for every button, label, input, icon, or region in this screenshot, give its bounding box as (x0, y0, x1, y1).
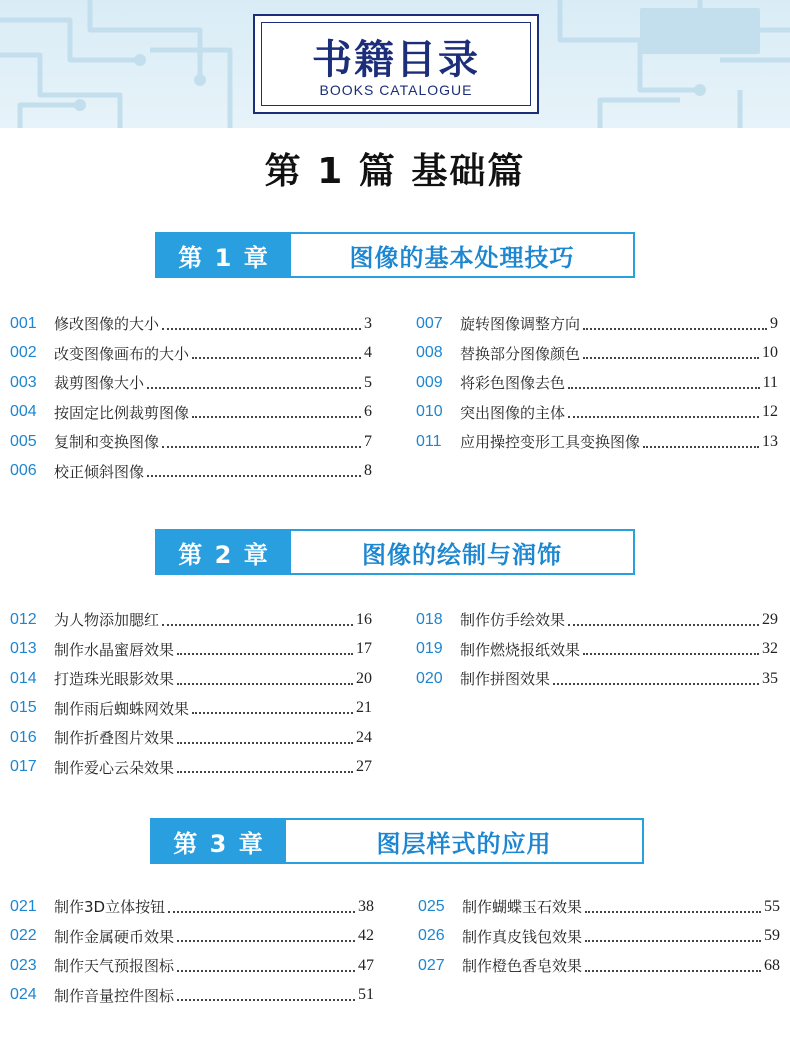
entry-page-number: 21 (356, 699, 372, 717)
entry-number: 023 (10, 956, 37, 974)
toc-entry (10, 635, 372, 665)
entry-number: 005 (10, 432, 37, 450)
dot-leader (583, 653, 759, 655)
part-title: 第 1 篇 基础篇 (264, 151, 526, 192)
dot-leader (568, 387, 760, 389)
toc-entry (10, 605, 372, 635)
chapter-2-name: 图像的绘制与润饰 (362, 540, 562, 569)
entry-page-number: 6 (364, 403, 372, 421)
toc-entry (416, 309, 778, 339)
catalogue-title: 书籍目录 (312, 37, 480, 83)
toc-entry (416, 427, 778, 457)
entry-number: 009 (416, 373, 443, 391)
toc-entry (416, 635, 778, 665)
entry-title: 打造珠光眼影效果 (54, 670, 175, 689)
entry-title: 制作仿手绘效果 (460, 611, 566, 630)
toc-entry (418, 922, 780, 952)
chapter-3-name: 图层样式的应用 (376, 829, 552, 858)
entry-title: 改变图像画布的大小 (54, 344, 190, 363)
entry-title: 制作雨后蜘蛛网效果 (54, 699, 190, 718)
entry-title: 制作拼图效果 (460, 670, 551, 689)
entry-page-number: 17 (356, 640, 372, 658)
dot-leader (162, 328, 361, 330)
entry-page-number: 8 (364, 462, 372, 480)
toc-entry (416, 339, 778, 369)
entry-page-number: 51 (358, 986, 374, 1004)
entry-page-number: 68 (764, 956, 780, 974)
entry-number: 018 (416, 610, 443, 628)
entry-title: 旋转图像调整方向 (460, 315, 581, 334)
entry-title: 制作燃烧报纸效果 (460, 640, 581, 659)
toc-entry (10, 723, 372, 753)
dot-leader (147, 387, 361, 389)
toc-entry (416, 398, 778, 428)
entry-title: 制作折叠图片效果 (54, 729, 175, 748)
entry-page-number: 11 (762, 373, 778, 391)
entry-title: 制作音量控件图标 (54, 986, 175, 1005)
header-band (0, 0, 790, 128)
toc-entry (10, 339, 372, 369)
chapter-2-left-column (10, 605, 372, 782)
entry-number: 016 (10, 728, 37, 746)
chapter-1-label: 第 1 章 (157, 234, 291, 276)
entry-page-number: 42 (358, 927, 374, 945)
entry-page-number: 38 (358, 897, 374, 915)
entry-number: 022 (10, 927, 37, 945)
toc-entry (10, 664, 372, 694)
entry-page-number: 12 (762, 403, 778, 421)
dot-leader (553, 683, 759, 685)
entry-title: 制作3D立体按钮 (54, 898, 166, 917)
toc-entry (10, 309, 372, 339)
chapter-2-right-column (416, 605, 778, 694)
entry-number: 015 (10, 699, 37, 717)
toc-entry (10, 398, 372, 428)
entry-title: 制作橙色香皂效果 (462, 957, 583, 976)
toc-entry (10, 457, 372, 487)
entry-number: 020 (416, 669, 443, 687)
toc-entry (10, 427, 372, 457)
toc-entry (416, 664, 778, 694)
entry-page-number: 4 (364, 344, 372, 362)
entry-title: 应用操控变形工具变换图像 (460, 433, 641, 452)
dot-leader (192, 357, 361, 359)
dot-leader (192, 712, 353, 714)
toc-entry (10, 981, 374, 1011)
entry-title: 制作爱心云朵效果 (54, 758, 175, 777)
entry-title: 替换部分图像颜色 (460, 344, 581, 363)
dot-leader (177, 742, 353, 744)
toc-entry (416, 368, 778, 398)
entry-page-number: 32 (762, 640, 778, 658)
entry-title: 制作金属硬币效果 (54, 927, 175, 946)
entry-number: 027 (418, 956, 445, 974)
entry-page-number: 10 (762, 344, 778, 362)
entry-number: 006 (10, 462, 37, 480)
toc-entry (10, 922, 374, 952)
toc-entry (10, 694, 372, 724)
entry-number: 002 (10, 344, 37, 362)
chapter-2-label: 第 2 章 (157, 531, 291, 573)
dot-leader (568, 416, 759, 418)
chapter-1-name: 图像的基本处理技巧 (349, 243, 575, 272)
entry-page-number: 13 (762, 432, 778, 450)
dot-leader (177, 683, 353, 685)
entry-title: 制作天气预报图标 (54, 957, 175, 976)
entry-number: 007 (416, 314, 443, 332)
entry-page-number: 29 (762, 610, 778, 628)
entry-title: 裁剪图像大小 (54, 374, 145, 393)
catalogue-subtitle: BOOKS CATALOGUE (319, 82, 473, 98)
entry-number: 004 (10, 403, 37, 421)
entry-title: 制作水晶蜜唇效果 (54, 640, 175, 659)
entry-number: 014 (10, 669, 37, 687)
entry-page-number: 7 (364, 432, 372, 450)
toc-entry (418, 951, 780, 981)
entry-title: 按固定比例裁剪图像 (54, 403, 190, 422)
dot-leader (568, 624, 759, 626)
entry-number: 010 (416, 403, 443, 421)
dot-leader (162, 446, 361, 448)
dot-leader (177, 940, 355, 942)
entry-page-number: 16 (356, 610, 372, 628)
entry-page-number: 55 (764, 897, 780, 915)
entry-title: 为人物添加腮红 (54, 611, 160, 630)
dot-leader (192, 416, 361, 418)
entry-number: 008 (416, 344, 443, 362)
entry-number: 011 (416, 432, 442, 450)
toc-entry (416, 605, 778, 635)
dot-leader (585, 940, 761, 942)
entry-title: 制作真皮钱包效果 (462, 927, 583, 946)
dot-leader (585, 911, 761, 913)
entry-number: 024 (10, 986, 37, 1004)
entry-number: 017 (10, 758, 37, 776)
entry-number: 001 (10, 314, 37, 332)
entry-page-number: 3 (364, 314, 372, 332)
entry-number: 019 (416, 640, 443, 658)
dot-leader (177, 771, 353, 773)
toc-entry (10, 368, 372, 398)
chapter-3-right-column (418, 892, 780, 981)
dot-leader (177, 653, 353, 655)
entry-number: 012 (10, 610, 37, 628)
entry-page-number: 9 (770, 314, 778, 332)
entry-number: 013 (10, 640, 37, 658)
entry-page-number: 27 (356, 758, 372, 776)
entry-title: 制作蝴蝶玉石效果 (462, 898, 583, 917)
chapter-2-banner (155, 529, 635, 575)
dot-leader (177, 970, 355, 972)
dot-leader (583, 328, 767, 330)
entry-title: 复制和变换图像 (54, 433, 160, 452)
chapter-1-left-column (10, 309, 372, 486)
entry-title: 突出图像的主体 (460, 403, 566, 422)
dot-leader (168, 911, 355, 913)
entry-page-number: 24 (356, 728, 372, 746)
chapter-3-left-column (10, 892, 374, 1010)
entry-number: 026 (418, 927, 445, 945)
chapter-3-banner (150, 818, 644, 864)
toc-entry (418, 892, 780, 922)
dot-leader (583, 357, 759, 359)
entry-number: 003 (10, 373, 37, 391)
dot-leader (177, 999, 355, 1001)
chapter-1-right-column (416, 309, 778, 457)
dot-leader (643, 446, 759, 448)
dot-leader (585, 970, 761, 972)
dot-leader (147, 475, 361, 477)
entry-page-number: 59 (764, 927, 780, 945)
entry-page-number: 5 (364, 373, 372, 391)
entry-title: 校正倾斜图像 (54, 462, 145, 481)
entry-title: 修改图像的大小 (54, 315, 160, 334)
entry-title: 将彩色图像去色 (460, 374, 566, 393)
entry-number: 021 (10, 897, 37, 915)
toc-entry (10, 753, 372, 783)
entry-number: 025 (418, 897, 445, 915)
toc-entry (10, 892, 374, 922)
chapter-3-label: 第 3 章 (152, 820, 286, 862)
toc-entry (10, 951, 374, 981)
entry-page-number: 20 (356, 669, 372, 687)
chapter-1-banner (155, 232, 635, 278)
entry-page-number: 47 (358, 956, 374, 974)
dot-leader (162, 624, 353, 626)
entry-page-number: 35 (762, 669, 778, 687)
catalogue-title-box (253, 14, 539, 114)
